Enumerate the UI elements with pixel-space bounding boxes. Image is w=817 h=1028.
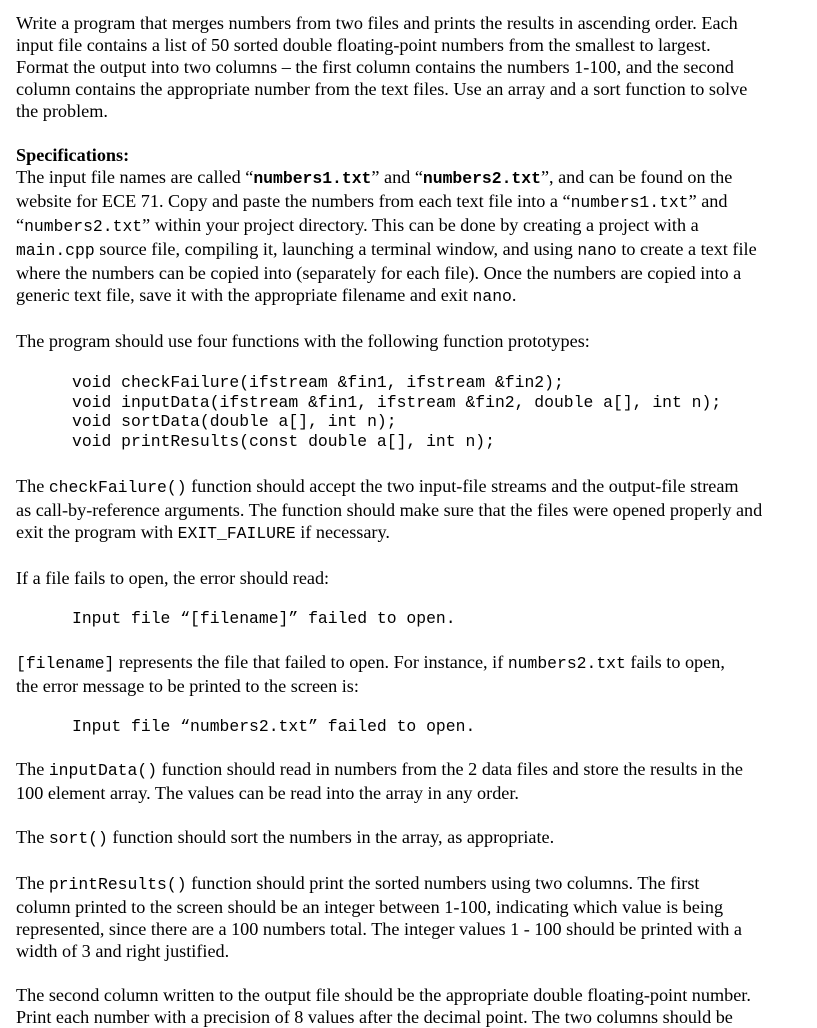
function-name: inputData() xyxy=(48,761,158,781)
text-line xyxy=(16,872,806,896)
text-run: source file, compiling it, launching a terminal window, and using xyxy=(94,239,578,259)
text-line: Print each number with a precision of 8 values after the decimal point. The two columns should be xyxy=(16,1007,733,1028)
nano-command: nano xyxy=(577,241,617,260)
text-run: ”, and can be found on the xyxy=(540,167,733,187)
sort-paragraph xyxy=(16,826,806,850)
error-example: Input file “numbers2.txt” failed to open. xyxy=(72,716,476,736)
prototype-input-data: void inputData(ifstream &fin1, ifstream &fin2, double a[], int n); xyxy=(72,392,722,412)
text-line: The second column written to the output file should be the appropriate double floating-point number. xyxy=(16,985,751,1006)
function-name: checkFailure() xyxy=(48,477,187,497)
text-run: if necessary. xyxy=(295,521,390,542)
text-run: The input file names are called “ xyxy=(16,167,254,187)
print-results-paragraph xyxy=(16,872,806,962)
text-line: column printed to the screen should be an integer between 1-100, indicating which value is being xyxy=(16,897,724,918)
text-run: exit the program with xyxy=(16,521,178,542)
prototype-code-block xyxy=(16,373,806,452)
text-run: The xyxy=(16,759,49,780)
functions-section xyxy=(16,330,806,452)
error-template: Input file “[filename]” failed to open. xyxy=(72,608,456,628)
text-line xyxy=(16,166,806,190)
text-line: Format the output into two columns – the first column contains the numbers 1-100, and the second xyxy=(16,57,734,77)
text-run: function should accept the two input-file streams and the output-file stream xyxy=(186,475,739,496)
filename-main-cpp: main.cpp xyxy=(16,241,95,260)
filename-numbers1: numbers1.txt xyxy=(253,169,372,188)
text-run: to create a text file xyxy=(616,239,757,259)
text-line: the problem. xyxy=(16,101,108,121)
filename-numbers1: numbers1.txt xyxy=(570,193,689,212)
text-line: the error message to be printed to the screen is: xyxy=(16,675,359,696)
text-run: “ xyxy=(16,215,25,235)
function-name: sort() xyxy=(48,829,108,849)
text-line xyxy=(16,521,806,545)
text-run: fails to open, xyxy=(625,651,725,672)
text-line: represented, since there are a 100 numbers total. The integer values 1 - 100 should be printed with a xyxy=(16,919,742,940)
text-run: ” and “ xyxy=(371,167,423,187)
filename-numbers2: numbers2.txt xyxy=(422,169,541,188)
text-line: width of 3 and right justified. xyxy=(16,941,230,962)
text-run: function should sort the numbers in the array, as appropriate. xyxy=(107,827,555,848)
filename-placeholder: [filename] xyxy=(16,653,115,673)
check-failure-paragraph xyxy=(16,475,806,545)
text-run: The xyxy=(16,827,49,848)
text-line: as call-by-reference arguments. The function should make sure that the files were opened properly and xyxy=(16,499,763,520)
text-run: represents the file that failed to open. For instance, if xyxy=(114,651,508,672)
text-line xyxy=(16,284,806,308)
text-line xyxy=(16,651,806,675)
text-line xyxy=(16,475,806,499)
text-line: The program should use four functions with the following function prototypes: xyxy=(16,331,590,351)
filename-numbers2: numbers2.txt xyxy=(24,217,143,236)
text-run: The xyxy=(16,475,49,496)
text-run: generic text file, save it with the appropriate filename and exit xyxy=(16,285,473,305)
text-run: The xyxy=(16,873,49,894)
text-line: If a file fails to open, the error should read: xyxy=(16,567,330,588)
text-run: . xyxy=(511,285,517,305)
text-line: column contains the appropriate number from the text files. Use an array and a sort function to solve xyxy=(16,79,748,99)
text-run: ” within your project directory. This can be done by creating a project with a xyxy=(142,215,699,235)
text-line xyxy=(16,238,806,262)
intro-paragraph xyxy=(16,12,806,122)
prototype-check-failure: void checkFailure(ifstream &fin1, ifstream &fin2); xyxy=(72,373,564,392)
input-data-paragraph xyxy=(16,758,806,804)
document-page xyxy=(16,12,806,1028)
prototype-sort-data: void sortData(double a[], int n); xyxy=(72,412,397,432)
filename-numbers2: numbers2.txt xyxy=(507,653,626,673)
text-run: website for ECE 71. Copy and paste the numbers from each text file into a “ xyxy=(16,191,571,211)
second-column-paragraph xyxy=(16,984,806,1028)
text-line xyxy=(16,190,806,214)
text-line: input file contains a list of 50 sorted double floating-point numbers from the smallest to largest. xyxy=(16,35,711,55)
function-name: printResults() xyxy=(48,875,187,895)
specifications-section xyxy=(16,144,806,308)
text-line xyxy=(16,214,806,238)
specifications-heading: Specifications: xyxy=(16,145,130,165)
text-line xyxy=(16,758,806,782)
error-section xyxy=(16,567,806,736)
text-run: function should print the sorted numbers using two columns. The first xyxy=(186,873,700,894)
text-run: function should read in numbers from the 2 data files and store the results in the xyxy=(157,759,743,780)
text-line: where the numbers can be copied into (separately for each file). Once the numbers are copied into a xyxy=(16,263,742,283)
text-line xyxy=(16,826,806,850)
text-run: ” and xyxy=(688,191,728,211)
text-line: Write a program that merges numbers from two files and prints the results in ascending order. Each xyxy=(16,13,738,33)
text-line: 100 element array. The values can be read into the array in any order. xyxy=(16,783,519,804)
nano-command: nano xyxy=(472,287,512,306)
exit-failure-constant: EXIT_FAILURE xyxy=(177,523,296,543)
prototype-print-results: void printResults(const double a[], int n); xyxy=(72,432,495,452)
